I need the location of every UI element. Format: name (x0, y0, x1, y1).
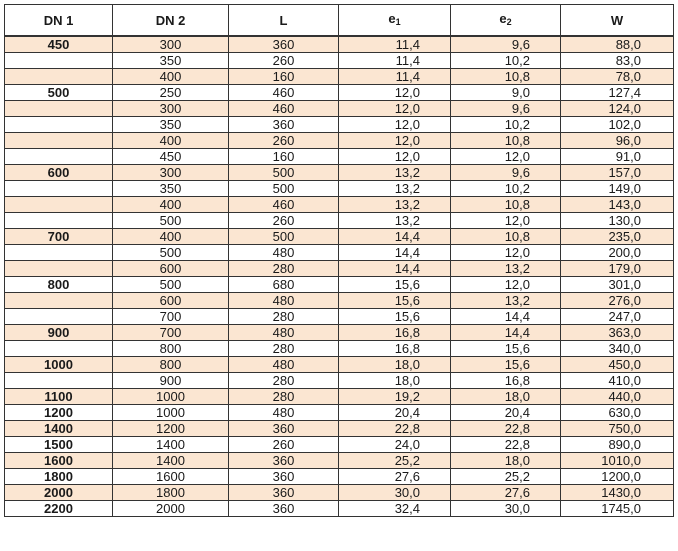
dimensions-table (4, 4, 674, 517)
table-row (5, 181, 674, 197)
cell-l: 360 (229, 501, 339, 517)
cell-l: 500 (229, 181, 339, 197)
cell-e1: 22,8 (339, 421, 451, 437)
cell-dn2: 350 (113, 181, 229, 197)
cell-w: 78,0 (561, 69, 674, 85)
cell-dn1 (5, 53, 113, 69)
cell-e2: 25,2 (451, 469, 561, 485)
table-row (5, 325, 674, 341)
cell-w: 96,0 (561, 133, 674, 149)
cell-w: 179,0 (561, 261, 674, 277)
cell-l: 260 (229, 133, 339, 149)
cell-w: 1745,0 (561, 501, 674, 517)
cell-dn1: 900 (5, 325, 113, 341)
cell-w: 1200,0 (561, 469, 674, 485)
cell-dn2: 400 (113, 197, 229, 213)
table-row (5, 405, 674, 421)
cell-l: 260 (229, 437, 339, 453)
cell-l: 360 (229, 485, 339, 501)
cell-w: 276,0 (561, 293, 674, 309)
cell-e1: 16,8 (339, 341, 451, 357)
cell-w: 410,0 (561, 373, 674, 389)
cell-e1: 14,4 (339, 245, 451, 261)
header-dn2: DN 2 (113, 5, 229, 37)
cell-dn1: 1600 (5, 453, 113, 469)
cell-dn2: 600 (113, 261, 229, 277)
cell-l: 260 (229, 53, 339, 69)
table-row (5, 357, 674, 373)
cell-w: 235,0 (561, 229, 674, 245)
cell-dn2: 700 (113, 309, 229, 325)
cell-dn1: 1400 (5, 421, 113, 437)
cell-e2: 27,6 (451, 485, 561, 501)
cell-e1: 12,0 (339, 101, 451, 117)
cell-dn1 (5, 261, 113, 277)
table-row (5, 36, 674, 53)
cell-dn2: 300 (113, 36, 229, 53)
table-row (5, 293, 674, 309)
cell-l: 280 (229, 373, 339, 389)
cell-dn1: 1800 (5, 469, 113, 485)
cell-l: 460 (229, 85, 339, 101)
cell-e1: 12,0 (339, 117, 451, 133)
cell-e2: 22,8 (451, 437, 561, 453)
cell-dn2: 1400 (113, 453, 229, 469)
cell-e1: 13,2 (339, 181, 451, 197)
cell-dn2: 400 (113, 69, 229, 85)
table-row (5, 389, 674, 405)
cell-dn1 (5, 213, 113, 229)
cell-w: 88,0 (561, 36, 674, 53)
cell-e1: 18,0 (339, 373, 451, 389)
cell-e1: 20,4 (339, 405, 451, 421)
cell-w: 83,0 (561, 53, 674, 69)
cell-dn1: 1500 (5, 437, 113, 453)
cell-l: 460 (229, 197, 339, 213)
cell-w: 149,0 (561, 181, 674, 197)
cell-e2: 9,6 (451, 165, 561, 181)
cell-e2: 18,0 (451, 389, 561, 405)
table-row (5, 149, 674, 165)
cell-e2: 12,0 (451, 213, 561, 229)
cell-dn2: 1000 (113, 389, 229, 405)
cell-w: 440,0 (561, 389, 674, 405)
cell-dn2: 1400 (113, 437, 229, 453)
cell-e1: 12,0 (339, 149, 451, 165)
cell-dn1 (5, 181, 113, 197)
cell-w: 301,0 (561, 277, 674, 293)
cell-l: 280 (229, 389, 339, 405)
cell-dn1: 2000 (5, 485, 113, 501)
cell-dn1 (5, 197, 113, 213)
table-row (5, 229, 674, 245)
cell-dn1: 800 (5, 277, 113, 293)
cell-dn2: 1200 (113, 421, 229, 437)
cell-e1: 15,6 (339, 309, 451, 325)
cell-dn2: 300 (113, 165, 229, 181)
cell-e1: 13,2 (339, 213, 451, 229)
table-row (5, 469, 674, 485)
cell-e2: 10,2 (451, 117, 561, 133)
cell-e2: 10,8 (451, 229, 561, 245)
cell-dn1: 700 (5, 229, 113, 245)
cell-dn1 (5, 101, 113, 117)
table-row (5, 453, 674, 469)
cell-e1: 16,8 (339, 325, 451, 341)
cell-dn1: 1200 (5, 405, 113, 421)
cell-dn1: 500 (5, 85, 113, 101)
cell-l: 280 (229, 261, 339, 277)
cell-e2: 30,0 (451, 501, 561, 517)
cell-e2: 20,4 (451, 405, 561, 421)
cell-e1: 12,0 (339, 85, 451, 101)
cell-e1: 11,4 (339, 69, 451, 85)
cell-l: 360 (229, 117, 339, 133)
cell-l: 480 (229, 357, 339, 373)
cell-e2: 10,8 (451, 197, 561, 213)
cell-dn1: 1000 (5, 357, 113, 373)
table-row (5, 309, 674, 325)
cell-e1: 12,0 (339, 133, 451, 149)
cell-dn1 (5, 341, 113, 357)
cell-l: 460 (229, 101, 339, 117)
table-row (5, 53, 674, 69)
cell-e2: 14,4 (451, 309, 561, 325)
table-row (5, 165, 674, 181)
cell-dn1: 600 (5, 165, 113, 181)
cell-e2: 10,2 (451, 181, 561, 197)
cell-l: 360 (229, 469, 339, 485)
cell-e1: 19,2 (339, 389, 451, 405)
cell-dn2: 1000 (113, 405, 229, 421)
cell-e2: 16,8 (451, 373, 561, 389)
cell-e2: 10,8 (451, 133, 561, 149)
cell-e2: 9,6 (451, 36, 561, 53)
table-row (5, 85, 674, 101)
cell-l: 160 (229, 149, 339, 165)
cell-e1: 14,4 (339, 261, 451, 277)
cell-e1: 11,4 (339, 36, 451, 53)
cell-l: 680 (229, 277, 339, 293)
cell-l: 360 (229, 36, 339, 53)
cell-w: 363,0 (561, 325, 674, 341)
cell-w: 1010,0 (561, 453, 674, 469)
cell-dn2: 250 (113, 85, 229, 101)
table-row (5, 245, 674, 261)
cell-l: 360 (229, 453, 339, 469)
cell-dn2: 700 (113, 325, 229, 341)
cell-dn1: 450 (5, 36, 113, 53)
cell-e1: 13,2 (339, 197, 451, 213)
table-row (5, 277, 674, 293)
cell-dn2: 1600 (113, 469, 229, 485)
cell-e2: 10,8 (451, 69, 561, 85)
cell-dn1 (5, 293, 113, 309)
cell-w: 124,0 (561, 101, 674, 117)
cell-e1: 15,6 (339, 277, 451, 293)
cell-l: 480 (229, 405, 339, 421)
cell-dn2: 600 (113, 293, 229, 309)
cell-e2: 12,0 (451, 245, 561, 261)
cell-w: 450,0 (561, 357, 674, 373)
header-e2: $e_2$ (451, 5, 561, 37)
cell-dn1: 2200 (5, 501, 113, 517)
header-l: L (229, 5, 339, 37)
cell-l: 500 (229, 229, 339, 245)
cell-e2: 15,6 (451, 357, 561, 373)
cell-w: 200,0 (561, 245, 674, 261)
table-row (5, 133, 674, 149)
header-w: W (561, 5, 674, 37)
header-dn1: DN 1 (5, 5, 113, 37)
cell-e2: 9,6 (451, 101, 561, 117)
cell-dn1: 1100 (5, 389, 113, 405)
cell-l: 480 (229, 245, 339, 261)
cell-e2: 13,2 (451, 261, 561, 277)
cell-dn2: 900 (113, 373, 229, 389)
table-row (5, 117, 674, 133)
table-row (5, 341, 674, 357)
cell-e1: 11,4 (339, 53, 451, 69)
cell-e2: 12,0 (451, 277, 561, 293)
cell-dn2: 800 (113, 341, 229, 357)
cell-l: 260 (229, 213, 339, 229)
cell-e1: 13,2 (339, 165, 451, 181)
table-row (5, 69, 674, 85)
cell-w: 890,0 (561, 437, 674, 453)
cell-l: 500 (229, 165, 339, 181)
cell-dn2: 800 (113, 357, 229, 373)
header-e1: $e_1$ (339, 5, 451, 37)
cell-dn2: 350 (113, 117, 229, 133)
cell-dn1 (5, 149, 113, 165)
table-row (5, 421, 674, 437)
cell-e2: 22,8 (451, 421, 561, 437)
cell-dn2: 350 (113, 53, 229, 69)
table-row (5, 437, 674, 453)
header-row (5, 5, 674, 37)
cell-dn2: 450 (113, 149, 229, 165)
cell-e2: 10,2 (451, 53, 561, 69)
cell-dn1 (5, 309, 113, 325)
cell-e2: 15,6 (451, 341, 561, 357)
cell-dn2: 500 (113, 213, 229, 229)
cell-l: 480 (229, 293, 339, 309)
cell-l: 360 (229, 421, 339, 437)
cell-w: 1430,0 (561, 485, 674, 501)
cell-dn2: 400 (113, 133, 229, 149)
table-row (5, 261, 674, 277)
cell-l: 280 (229, 309, 339, 325)
cell-dn2: 300 (113, 101, 229, 117)
cell-e2: 14,4 (451, 325, 561, 341)
table-row (5, 485, 674, 501)
cell-e1: 18,0 (339, 357, 451, 373)
cell-w: 157,0 (561, 165, 674, 181)
cell-e2: 18,0 (451, 453, 561, 469)
cell-w: 340,0 (561, 341, 674, 357)
cell-e1: 15,6 (339, 293, 451, 309)
table-row (5, 213, 674, 229)
table-row (5, 501, 674, 517)
cell-w: 750,0 (561, 421, 674, 437)
cell-dn1 (5, 245, 113, 261)
cell-dn1 (5, 133, 113, 149)
table-row (5, 373, 674, 389)
cell-dn2: 500 (113, 245, 229, 261)
cell-e2: 12,0 (451, 149, 561, 165)
cell-w: 102,0 (561, 117, 674, 133)
cell-w: 130,0 (561, 213, 674, 229)
cell-e2: 13,2 (451, 293, 561, 309)
cell-e2: 9,0 (451, 85, 561, 101)
cell-l: 160 (229, 69, 339, 85)
cell-dn2: 400 (113, 229, 229, 245)
cell-dn1 (5, 373, 113, 389)
table-row (5, 197, 674, 213)
cell-e1: 25,2 (339, 453, 451, 469)
cell-l: 480 (229, 325, 339, 341)
cell-dn1 (5, 69, 113, 85)
cell-w: 630,0 (561, 405, 674, 421)
cell-dn2: 500 (113, 277, 229, 293)
cell-dn1 (5, 117, 113, 133)
cell-w: 127,4 (561, 85, 674, 101)
table-row (5, 101, 674, 117)
cell-w: 247,0 (561, 309, 674, 325)
cell-w: 91,0 (561, 149, 674, 165)
cell-e1: 24,0 (339, 437, 451, 453)
cell-e1: 30,0 (339, 485, 451, 501)
cell-e1: 27,6 (339, 469, 451, 485)
cell-l: 280 (229, 341, 339, 357)
cell-e1: 32,4 (339, 501, 451, 517)
cell-e1: 14,4 (339, 229, 451, 245)
cell-w: 143,0 (561, 197, 674, 213)
cell-dn2: 2000 (113, 501, 229, 517)
cell-dn2: 1800 (113, 485, 229, 501)
